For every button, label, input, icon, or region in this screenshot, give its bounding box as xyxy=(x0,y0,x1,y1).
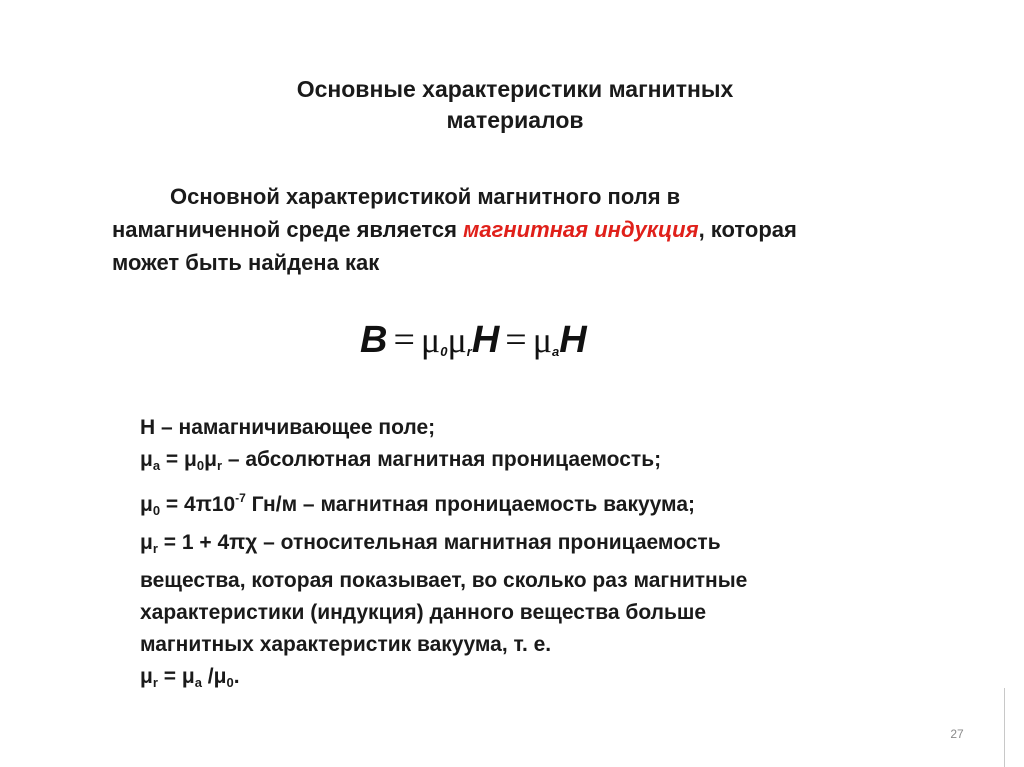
intro-line-2 xyxy=(112,213,932,246)
title-line-2: материалов xyxy=(446,107,584,133)
def3-mu: μ xyxy=(140,493,153,516)
definition-mu-a xyxy=(140,444,920,482)
formula-h-1: H xyxy=(471,319,500,361)
intro-paragraph xyxy=(112,180,932,279)
def8-sub-0: 0 xyxy=(226,675,234,690)
definition-mu-r xyxy=(140,527,920,565)
definitions-list xyxy=(140,412,920,699)
intro-line-1 xyxy=(112,180,932,213)
intro-line-3: может быть найдена как xyxy=(112,250,380,275)
formula-eq-1: = xyxy=(393,319,415,361)
def8-sub-a: а xyxy=(194,675,202,690)
intro-line-2-end: , которая xyxy=(698,217,797,242)
def2-rest: – абсолютная магнитная проницаемость; xyxy=(222,448,662,471)
intro-highlight-term: магнитная индукция xyxy=(463,217,699,242)
formula-mu-1: μ xyxy=(420,320,441,360)
page-number: 27 xyxy=(950,727,964,741)
formula-mu-3: μ xyxy=(532,320,553,360)
def3-mid: = 4π10 xyxy=(160,493,236,516)
def3-sup: -7 xyxy=(235,491,246,505)
title-line-1: Основные характеристики магнитных xyxy=(296,76,734,102)
definition-mu-0 xyxy=(140,482,920,527)
def3-sub-0: 0 xyxy=(152,503,161,518)
def2-sub-r: r xyxy=(216,458,223,473)
definition-continuation-1: вещества, которая показывает, во сколько раз магнитные xyxy=(140,569,748,592)
formula-eq-2: = xyxy=(505,319,527,361)
formula-sub-r: r xyxy=(466,344,472,359)
def8-sub-r: r xyxy=(152,675,158,690)
induction-formula xyxy=(360,318,680,368)
formula-h-2: H xyxy=(559,319,587,361)
def8-end: . xyxy=(233,665,240,688)
decorative-divider-line xyxy=(1004,688,1005,767)
def3-rest: Гн/м – магнитная проницаемость вакуума; xyxy=(245,493,695,516)
def4-rest: = 1 + 4πχ – относительная магнитная проницаемость xyxy=(157,531,721,554)
intro-line-1-text: Основной характеристикой магнитного поля в xyxy=(170,184,681,209)
def8-mid2: /μ xyxy=(201,665,227,688)
formula-sub-a: a xyxy=(552,344,560,359)
def2-mu2: μ xyxy=(204,448,217,471)
def4-mu: μ xyxy=(140,531,153,554)
definition-mu-r-ratio xyxy=(140,661,920,699)
def8-mu: μ xyxy=(140,665,153,688)
definition-continuation-3: магнитных характеристик вакуума, т. е. xyxy=(140,633,552,656)
slide-title xyxy=(150,74,880,136)
formula-sub-0: 0 xyxy=(440,344,448,359)
formula-mu-2: μ xyxy=(447,320,467,360)
def4-sub-r: r xyxy=(152,541,158,556)
def2-mid: = μ xyxy=(160,448,197,471)
def2-sub-0: 0 xyxy=(196,458,205,473)
definition-h: Н – намагничивающее поле; xyxy=(140,416,436,439)
definition-continuation-2: характеристики (индукция) данного вещества больше xyxy=(140,601,707,624)
def2-mu: μ xyxy=(140,448,153,471)
def8-mid: = μ xyxy=(157,665,195,688)
def2-sub-a: а xyxy=(152,458,161,473)
intro-line-2-start: намагниченной среде является xyxy=(112,217,464,242)
formula-b: B xyxy=(360,319,388,361)
